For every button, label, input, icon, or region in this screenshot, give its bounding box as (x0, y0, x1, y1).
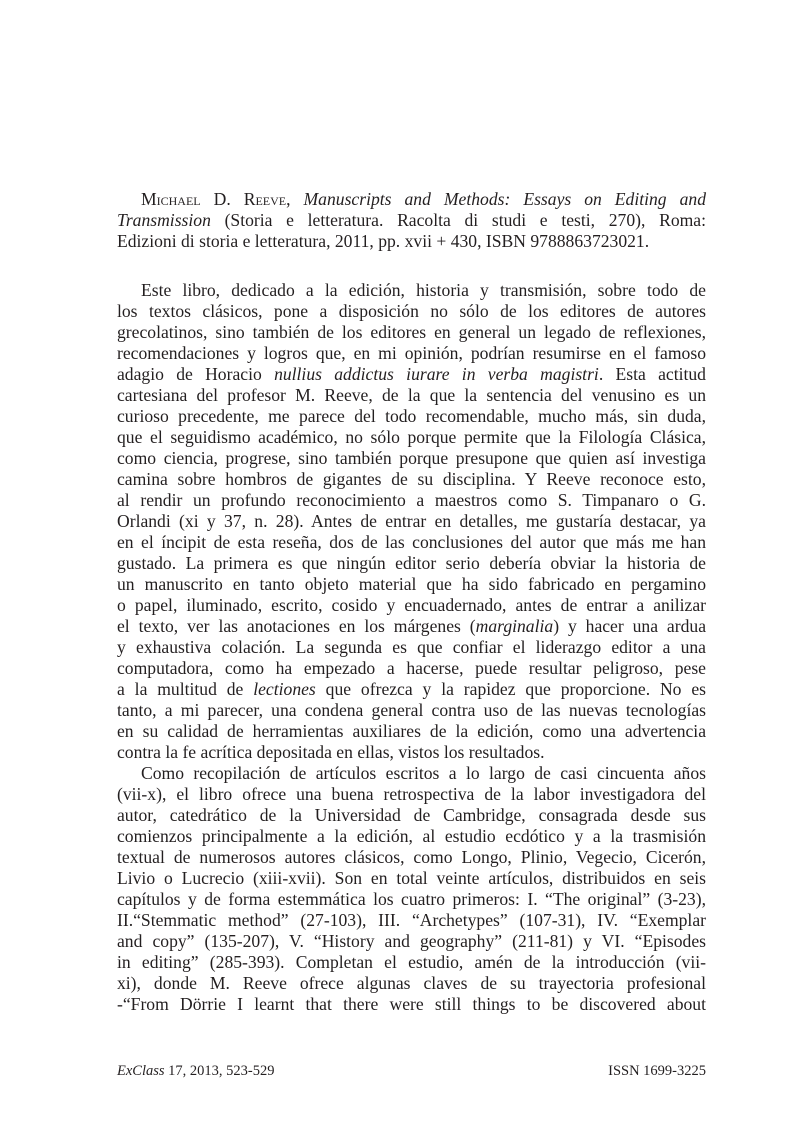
text-segment: recomendaciones y logros que, en mi opinión, podrían resumirse en el famoso (117, 343, 706, 363)
text-line (117, 679, 706, 700)
text-line (117, 973, 706, 994)
text-segment: (Storia e letteratura. Racolta di studi e testi, 270), Roma: (210, 210, 706, 230)
text-line (117, 952, 706, 973)
text-segment: contra la fe acrítica depositada en ellas, vistos los resultados. (117, 742, 545, 762)
text-line (117, 448, 706, 469)
text-line (117, 280, 706, 301)
text-line (117, 994, 706, 1015)
text-segment: Livio o Lucrecio (xiii-xvii). Son en total veinte artículos, distribuidos en seis (117, 868, 706, 888)
text-segment: in editing” (285-393). Completan el estudio, amén de la introducción (vii- (117, 952, 706, 972)
text-line (117, 700, 706, 721)
text-line (117, 469, 706, 490)
text-line (117, 868, 706, 889)
text-segment: curioso precedente, me parece del todo recomendable, mucho más, sin duda, (117, 406, 706, 426)
text-segment: en su calidad de herramientas auxiliares de la edición, como una advertencia (117, 721, 706, 741)
text-line (117, 385, 706, 406)
text-line (117, 847, 706, 868)
text-segment: computadora, como ha empezado a hacerse, puede resultar peligroso, pese (117, 658, 706, 678)
text-segment: camina sobre hombros de gigantes de su disciplina. Y Reeve reconoce esto, (117, 469, 706, 489)
text-segment: Edizioni di storia e letteratura, 2011, pp. xvii + 430, ISBN 9788863723021. (117, 231, 650, 251)
text-line (117, 301, 706, 322)
text-segment: , (286, 189, 304, 209)
text-line (117, 805, 706, 826)
footer-issn: ISSN 1699-3225 (608, 1063, 706, 1079)
text-segment: xi), donde M. Reeve ofrece algunas claves de su trayectoria profesional (117, 973, 706, 993)
italic-text: nullius addictus iurare in verba magistri (274, 364, 599, 384)
text-line (117, 658, 706, 679)
text-line (117, 637, 706, 658)
text-segment: textual de numerosos autores clásicos, como Longo, Plinio, Vegecio, Cicerón, (117, 847, 706, 867)
text-line (117, 826, 706, 847)
text-line (117, 427, 706, 448)
text-segment: Este libro, dedicado a la edición, historia y transmisión, sobre todo de (141, 280, 706, 300)
text-segment: Como recopilación de artículos escritos a lo largo de casi cincuenta años (141, 763, 706, 783)
text-line (117, 532, 706, 553)
text-segment: que el seguidismo académico, no sólo porque permite que la Filología Clásica, (117, 427, 706, 447)
issue-pages: 17, 2013, 523-529 (164, 1063, 275, 1079)
journal-name: ExClass (117, 1063, 165, 1079)
text-segment: and copy” (135-207), V. “History and geography” (211-81) y VI. “Episodes (117, 931, 706, 951)
text-segment: en el íncipit de esta reseña, dos de las conclusiones del autor que más me han (117, 532, 706, 552)
text-segment: (vii-x), el libro ofrece una buena retrospectiva de la labor investigadora del (117, 784, 706, 804)
text-line (117, 553, 706, 574)
text-line (117, 322, 706, 343)
text-segment: Orlandi (xi y 37, n. 28). Antes de entrar en detalles, me gustaría destacar, ya (117, 511, 706, 531)
text-segment: ) y hacer una ardua (553, 616, 706, 636)
text-line (117, 616, 706, 637)
text-line (117, 742, 706, 763)
text-segment: II.“Stemmatic method” (27-103), III. “Archetypes” (107-31), IV. “Exemplar (117, 910, 706, 930)
text-line (117, 231, 706, 252)
italic-text: lectiones (253, 679, 316, 699)
text-line (117, 406, 706, 427)
italic-text: Transmission (117, 210, 211, 230)
text-segment: que ofrezca y la rapidez que proporcione. No es (315, 679, 706, 699)
text-line (117, 763, 706, 784)
text-segment: adagio de Horacio (117, 364, 275, 384)
review-body (117, 280, 706, 1015)
text-segment: o papel, iluminado, escrito, cosido y encuadernado, antes de entrar a anilizar (117, 595, 706, 615)
text-segment: tanto, a mi parecer, una condena general contra uso de las nuevas tecnologías (117, 700, 706, 720)
text-line (117, 490, 706, 511)
italic-text: Manuscripts and Methods: Essays on Editing and (303, 189, 706, 209)
text-segment: los textos clásicos, pone a disposición no sólo de los editores de autores (117, 301, 706, 321)
text-segment: cartesiana del profesor M. Reeve, de la que la sentencia del venusino es un (117, 385, 706, 405)
text-segment: -“From Dörrie I learnt that there were still things to be discovered about (117, 994, 706, 1014)
text-segment: y exhaustiva colación. La segunda es que confiar el liderazgo editor a una (117, 637, 706, 657)
footer-journal-citation (117, 1062, 275, 1080)
text-line (117, 364, 706, 385)
text-segment: el texto, ver las anotaciones en los márgenes ( (117, 616, 476, 636)
text-segment: . Esta actitud (598, 364, 706, 384)
text-segment: al rendir un profundo reconocimiento a maestros como S. Timpanaro o G. (117, 490, 706, 510)
text-segment: como ciencia, progrese, sino también porque presupone que quien así investiga (117, 448, 706, 468)
text-segment: capítulos y de forma estemmática los cuatro primeros: I. “The original” (3-23), (117, 889, 706, 909)
text-line (117, 910, 706, 931)
text-line (117, 889, 706, 910)
text-line (117, 511, 706, 532)
text-line (117, 721, 706, 742)
text-segment: a la multitud de (117, 679, 254, 699)
author-name: Michael D. Reeve (141, 189, 287, 209)
text-line (117, 189, 706, 210)
text-line (117, 595, 706, 616)
text-segment: gustado. La primera es que ningún editor serio debería obviar la historia de (117, 553, 706, 573)
text-line (117, 210, 706, 231)
bibliographic-citation (117, 189, 706, 252)
italic-text: marginalia (475, 616, 554, 636)
text-line (117, 784, 706, 805)
text-line (117, 931, 706, 952)
text-segment: comienzos principalmente a la edición, al estudio ecdótico y a la trasmisión (117, 826, 706, 846)
text-line (117, 343, 706, 364)
text-segment: grecolatinos, sino también de los editores en general un legado de reflexiones, (117, 322, 706, 342)
text-segment: autor, catedrático de la Universidad de Cambridge, consagrada desde sus (117, 805, 706, 825)
text-line (117, 574, 706, 595)
text-segment: un manuscrito en tanto objeto material que ha sido fabricado en pergamino (117, 574, 706, 594)
